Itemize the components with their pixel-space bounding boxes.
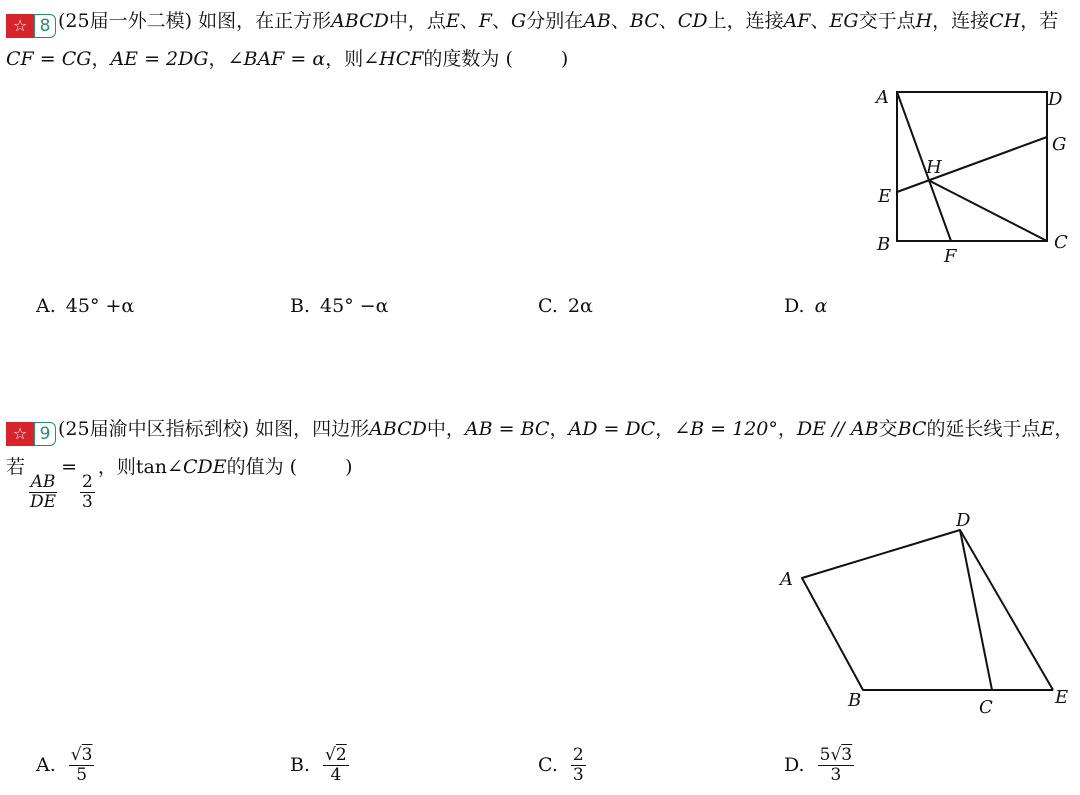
question-9-badge xyxy=(6,422,56,446)
segment-de xyxy=(960,530,1053,690)
question-number: 8 xyxy=(34,14,56,38)
segment-eg xyxy=(897,137,1047,192)
label-f: F xyxy=(944,246,957,267)
question-number: 9 xyxy=(34,422,56,446)
star-icon: ☆ xyxy=(6,422,34,446)
figure-8-square xyxy=(860,80,1080,270)
label-e: E xyxy=(1055,687,1069,708)
value-fraction: $\frac{2}{3}$ xyxy=(81,472,93,512)
question-8-badge xyxy=(6,14,56,38)
option-c[interactable]: C. 2α xyxy=(538,295,593,317)
question-9-options xyxy=(36,740,1076,790)
label-b: B xyxy=(877,234,891,255)
option-c[interactable]: C. $\frac{2}{3}$ xyxy=(538,744,584,785)
answer-paren-close: ) xyxy=(345,456,353,478)
answer-paren-open: ( xyxy=(505,48,513,70)
segment-ch xyxy=(928,180,1047,241)
option-d[interactable]: D. $\frac{5√3}{3}$ xyxy=(784,744,853,785)
label-c: C xyxy=(1054,232,1068,253)
label-a: A xyxy=(876,87,889,108)
question-source: (25届渝中区指标到校) xyxy=(58,418,250,440)
question-source: (25届一外二模) xyxy=(58,10,193,32)
label-d: D xyxy=(956,510,971,531)
question-8 xyxy=(6,2,1074,78)
option-a[interactable]: A. 45° +α xyxy=(36,295,135,317)
question-9-stem: ☆ 9 (25届渝中区指标到校) 如图，四边形ABCD中，AB = BC，AD = DC，∠B = 120°，DE // AB交BC的延长线于点E，若 $\frac{AB}{DE}$ = $\frac{2}{3}$ ，则tan∠CDE的值为 ( ) xyxy=(6,418,1074,512)
option-b[interactable]: B. $\frac{√2}{4}$ xyxy=(290,744,347,785)
question-9 xyxy=(6,410,1074,512)
label-g: G xyxy=(1052,134,1067,155)
star-icon: ☆ xyxy=(6,14,34,38)
answer-paren-close: ) xyxy=(560,48,569,70)
figure-9-quadrilateral xyxy=(770,500,1080,715)
label-a: A xyxy=(780,569,793,590)
label-e: E xyxy=(878,186,892,207)
label-h: H xyxy=(926,157,942,178)
quadrilateral-abcd xyxy=(802,530,992,690)
segment-af xyxy=(897,92,951,241)
question-8-options xyxy=(36,286,1076,326)
ratio-fraction: $\frac{AB}{DE}$ xyxy=(30,472,57,512)
square-abcd xyxy=(897,92,1047,241)
label-b: B xyxy=(848,690,862,711)
option-d[interactable]: D. α xyxy=(784,295,828,317)
answer-paren-open: ( xyxy=(289,456,298,478)
label-d: D xyxy=(1048,89,1063,110)
option-b[interactable]: B. 45° −α xyxy=(290,295,389,317)
option-a[interactable]: A. $\frac{√3}{5}$ xyxy=(36,744,93,785)
label-c: C xyxy=(979,697,993,715)
question-8-stem: ☆ 8 (25届一外二模) 如图，在正方形ABCD中，点E、F、G分别在AB、BC、CD上，连接AF、EG交于点H，连接CH，若CF = CG，AE = 2DG，∠BAF = α，则∠HCF的度数为 ( ) xyxy=(6,10,1059,70)
